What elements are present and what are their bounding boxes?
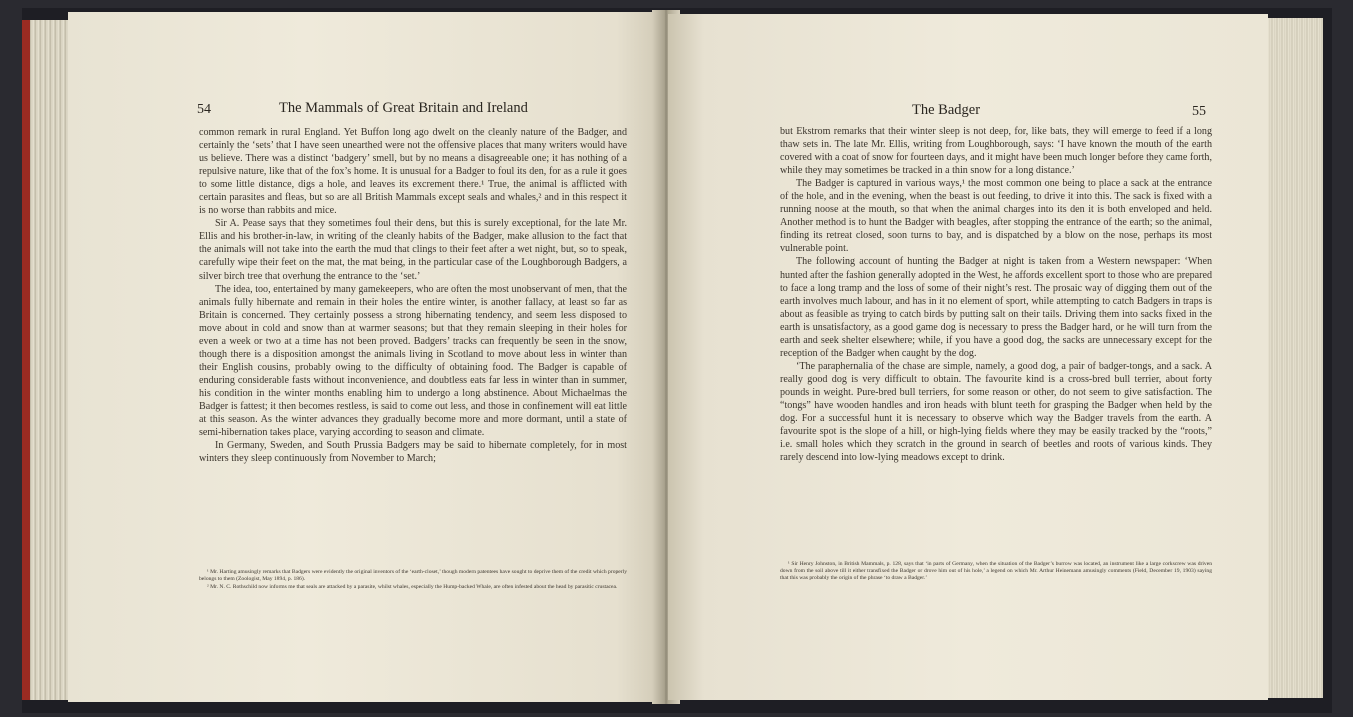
paragraph: The idea, too, entertained by many gamekeepers, who are often the most unobservant of men, that the animals fully hibernate and remain in their holes the entire winter, is another fallacy, at least so far as Britain is concerned. They certainly possess a strong hibernating tendency, and seem less disposed to move about in cold and snow than at warmer seasons; but that they remain sleeping in their holes for even a week or two at a time has not been proved. Badgers’ tracks can frequently be seen in the snow, though there is a disposition amongst the animals living in Scotland to move about less in winter than their English cousins, probably owing to the difficulty of obtaining food. The Badger is capable of enduring considerable fasts without inconvenience, and doubtless eats far less in winter than in summer, his condition in the winter months enabling him to undergo a long abstinence. About Michaelmas the Badger is fattest; it then becomes restless, is said to come out less, and those in confinement will eat little at this season. As the winter advances they gradually become more and more dormant, until a state of semi-hibernation takes place, varying according to season and climate.: [199, 283, 627, 439]
page-number-left: 54: [197, 102, 211, 117]
footnote: ¹ Mr. Harting amusingly remarks that Badgers were evidently the original inventors of the ‘earth-closet,’ though modern patentees have sought to deprive them of the credit which properly belongs to them (Zoologist, May 1894, p. 186).: [199, 569, 627, 583]
page-number-right: 55: [1192, 104, 1206, 119]
paragraph: In Germany, Sweden, and South Prussia Badgers may be said to hibernate completely, for in most winters they sleep continuously from November to March;: [199, 440, 627, 465]
paragraph: The following account of hunting the Badger at night is taken from a Western newspaper: ‘When hunted after the fashion generally adopted in the West, he affords excellent sport to those who are prepared to face a long tramp and the loss of some of their night’s rest. The prosaic way of digging them out of the earth involves much labour, and has in it no element of sport, while attempting to catch Badgers in traps is about as feasible as trying to catch birds by putting salt on their tails. Driving them into sacks fixed in the earth is unsatisfactory, as a good game dog is necessary to press the Badger hard, or he will turn from the earth and seek shelter elsewhere; while, if you have a good dog, the sacks are unnecessary except for the reception of the Badger when caught by the dog.: [780, 256, 1212, 359]
footnote: ¹ Sir Henry Johnston, in British Mammals, p. 128, says that ‘in parts of Germany, when the situation of the Badger’s burrow was located, an instrument like a large corkscrew was driven down from the soil above till it either transfixed the Badger or drove him out of his hole,’ a legend on which Mr. Arthur Heinemann amusingly comments (Field, December 19, 1903) saying that this was probably the origin of the phrase ‘to draw a Badger.’: [780, 561, 1212, 582]
right-footnotes: [780, 561, 1212, 583]
paragraph: common remark in rural England. Yet Buffon long ago dwelt on the cleanly nature of the Badger, and certainly the ‘sets’ that I have seen unearthed were not the offensive places that many writers would have us believe. There was a distinct ‘badgery’ smell, but by no means a disagreeable one; it has nothing of a repulsive nature, like that of the fox’s home. It is unusual for a Badger to foul its den, for as a rule it goes to some little distance, digs a hole, and leaves its excrement there.¹ True, the animal is afflicted with certain parasites and fleas, but so are all British Mammals except seals and whales,² and in this respect it is no worse than rabbits and mice.: [199, 127, 627, 217]
right-body-text: [780, 125, 1212, 464]
left-footnotes: [199, 569, 627, 592]
footnote: ² Mr. N. C. Rothschild now informs me that seals are attacked by a parasite, whilst whales, especially the Hump-backed Whale, are often infested about the head by parasitic crustacea.: [207, 583, 618, 590]
running-head-right: The Badger: [912, 102, 981, 118]
paragraph: The Badger is captured in various ways,¹ the most common one being to place a sack at the entrance of the hole, and in the evening, when the beast is out feeding, to drive it into this. The sack is fixed with a running noose at the mouth, so that when the animal charges into its den it is both enveloped and held. Another method is to hunt the Badger with beagles, after stopping the entrance of the earth; so the animal, finding its retreat closed, soon turns to bay, and is dispatched by a blow on the nose, perhaps its most vulnerable point.: [780, 178, 1212, 255]
left-page: [68, 12, 664, 702]
paragraph: Sir A. Pease says that they sometimes foul their dens, but this is surely exceptional, for the late Mr. Ellis and his brother-in-law, in writing of the cleanly habits of the Badger, make allusion to the fact that the animals will not take into the earth the mud that clings to their feet after a wet night, but, so to speak, carefully wipe their feet on the mat, the mat being, in the particular case of the Loughborough Badgers, a silver birch tree that overhung the entrance to the ‘set.’: [199, 218, 627, 282]
running-head-left: The Mammals of Great Britain and Ireland: [279, 100, 528, 116]
right-page: [668, 14, 1268, 700]
paragraph: but Ekstrom remarks that their winter sleep is not deep, for, like bats, they will emerge to feed if a long thaw sets in. The late Mr. Ellis, writing from Loughborough, says: ‘I have known the mouth of the earth covered with a coat of snow for fourteen days, and it might have been much longer before they came forth, while they may sometimes be tracked in a thin snow for a long distance.’: [780, 126, 1212, 177]
right-page-edges: [1265, 18, 1323, 698]
paragraph: ‘The paraphernalia of the chase are simple, namely, a good dog, a pair of badger-tongs, and a sack. A really good dog is very difficult to obtain. The favourite kind is a cross-bred bull terrier, about forty pounds in weight. Pure-bred bull terriers, for some reason or other, do not seem to give satisfaction. The “tongs” have wooden handles and iron heads with blunt teeth for grasping the Badger when held by the dog. For a successful hunt it is necessary to observe which way the Badger travels from the earth. A favourite spot is the slope of a hill, or high-lying fields where they may be easily tracked by the “roots,” i.e. small holes which they scratch in the ground in search of beetles and roots of various kinds. They rarely descend into low-lying meadows except to drink.: [780, 360, 1212, 464]
left-cover-edge: [22, 20, 30, 700]
left-body-text: [199, 126, 627, 465]
